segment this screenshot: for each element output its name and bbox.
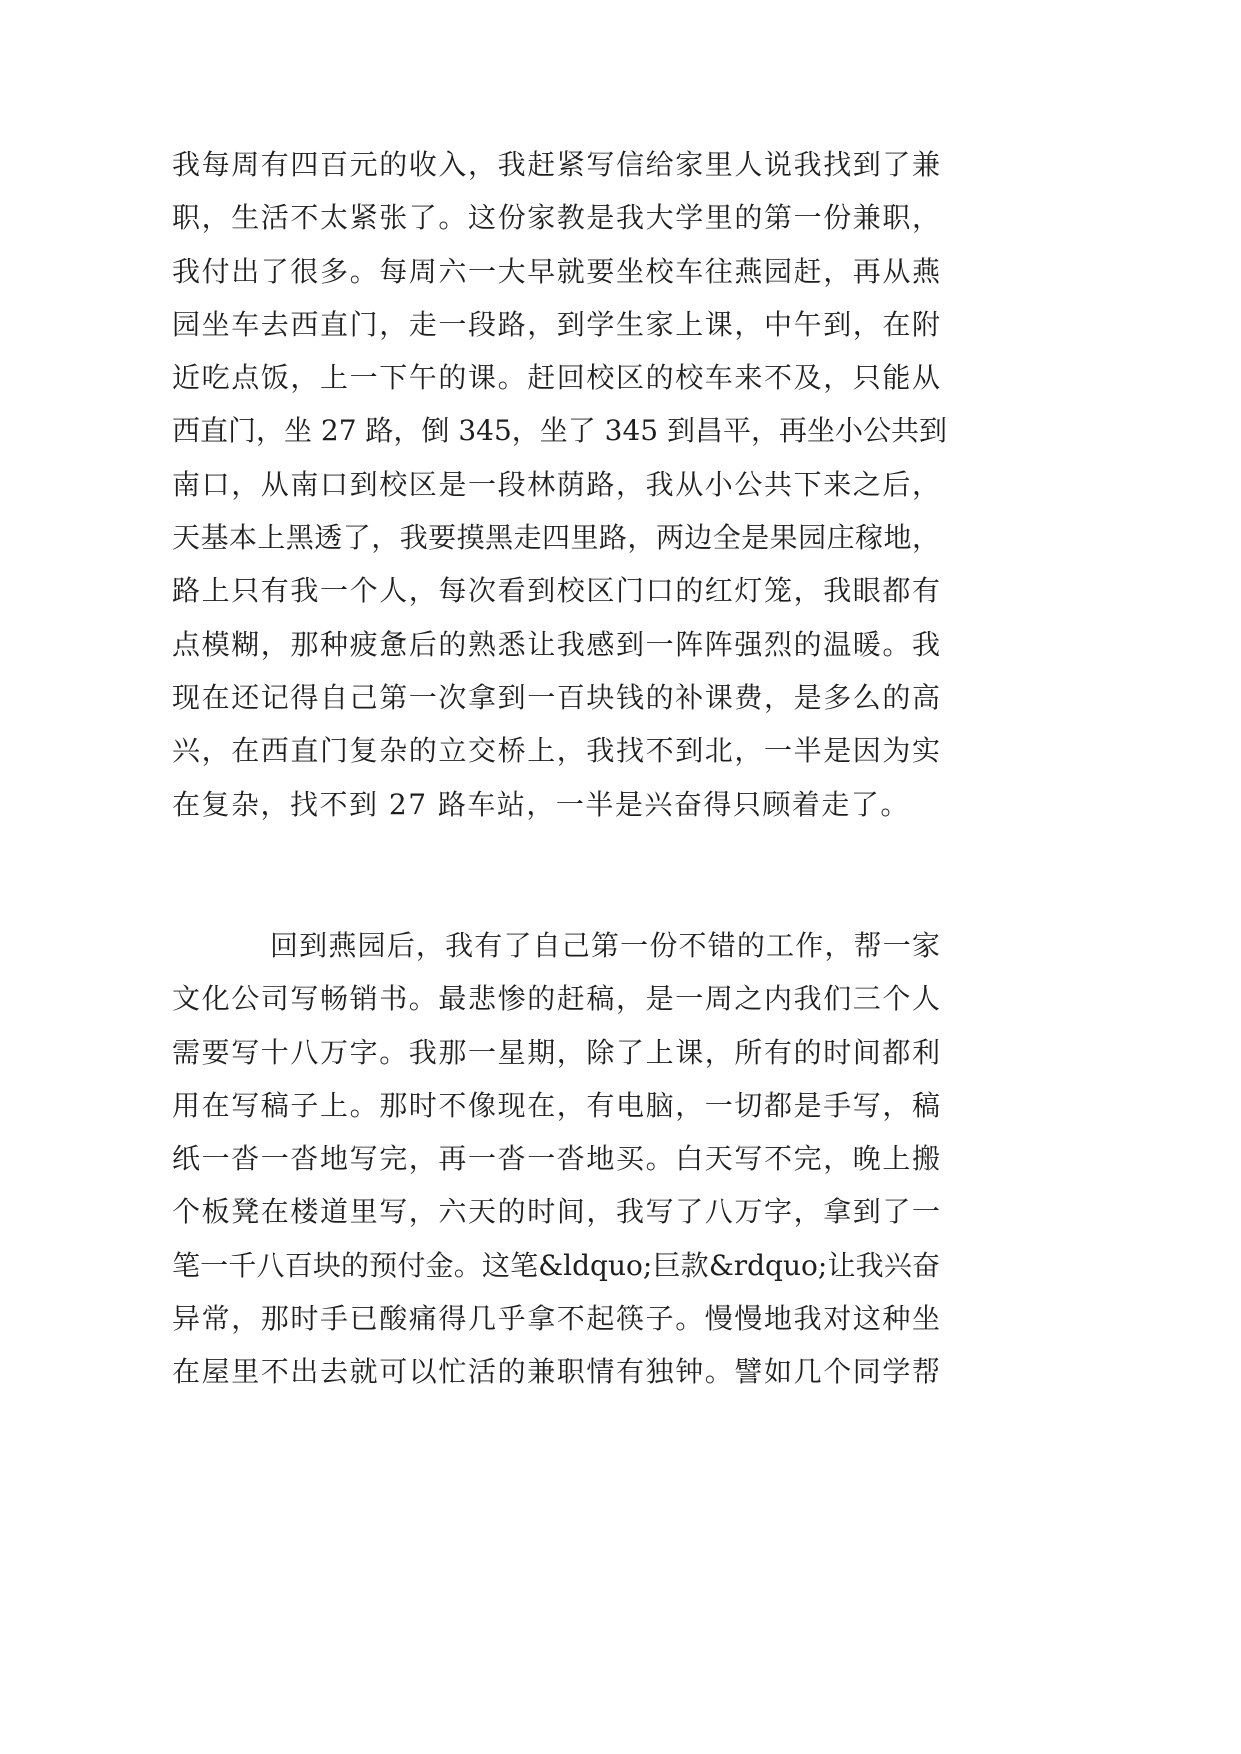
text-line: 现在还记得自己第一次拿到一百块钱的补课费，是多么的高	[172, 680, 940, 714]
text-line: 路上只有我一个人，每次看到校区门口的红灯笼，我眼都有	[172, 574, 940, 608]
text-line: 需要写十八万字。我那一星期，除了上课，所有的时间都利	[172, 1035, 940, 1069]
text-line: 兴，在西直门复杂的立交桥上，我找不到北，一半是因为实	[172, 734, 940, 768]
text-line-indented: 回到燕园后，我有了自己第一份不错的工作，帮一家	[270, 929, 940, 962]
text-line: 异常，那时手已酸痛得几乎拿不起筷子。慢慢地我对这种坐	[172, 1302, 940, 1336]
text-line: 天基本上黑透了，我要摸黑走四里路，两边全是果园庄稼地，	[172, 521, 940, 555]
text-line: 西直门，坐 27 路，倒 345，坐了 345 到昌平，再坐小公共到	[172, 414, 948, 448]
text-line: 文化公司写畅销书。最悲惨的赶稿，是一周之内我们三个人	[172, 982, 940, 1016]
text-line: 用在写稿子上。那时不像现在，有电脑，一切都是手写，稿	[172, 1088, 940, 1122]
text-line: 在屋里不出去就可以忙活的兼职情有独钟。譬如几个同学帮	[172, 1355, 940, 1389]
text-line: 个板凳在楼道里写，六天的时间，我写了八万字，拿到了一	[172, 1195, 940, 1229]
text-line: 职，生活不太紧张了。这份家教是我大学里的第一份兼职，	[172, 201, 940, 235]
paragraph-1	[172, 138, 948, 831]
text-line: 纸一沓一沓地写完，再一沓一沓地买。白天写不完，晚上搬	[172, 1142, 940, 1176]
text-line: 南口，从南口到校区是一段林荫路，我从小公共下来之后，	[172, 467, 940, 501]
text-line: 笔一千八百块的预付金。这笔&ldquo;巨款&rdquo;让我兴奋	[172, 1248, 940, 1282]
paragraph-2	[172, 919, 940, 1399]
text-line: 点模糊，那种疲惫后的熟悉让我感到一阵阵强烈的温暖。我	[172, 627, 940, 661]
text-line: 我付出了很多。每周六一大早就要坐校车往燕园赶，再从燕	[172, 254, 940, 288]
text-line: 我每周有四百元的收入，我赶紧写信给家里人说我找到了兼	[172, 148, 940, 181]
text-line: 园坐车去西直门，走一段路，到学生家上课，中午到，在附	[172, 307, 940, 341]
text-line: 近吃点饭，上一下午的课。赶回校区的校车来不及，只能从	[172, 361, 940, 395]
text-line-last: 在复杂，找不到 27 路车站，一半是兴奋得只顾着走了。	[172, 787, 910, 821]
